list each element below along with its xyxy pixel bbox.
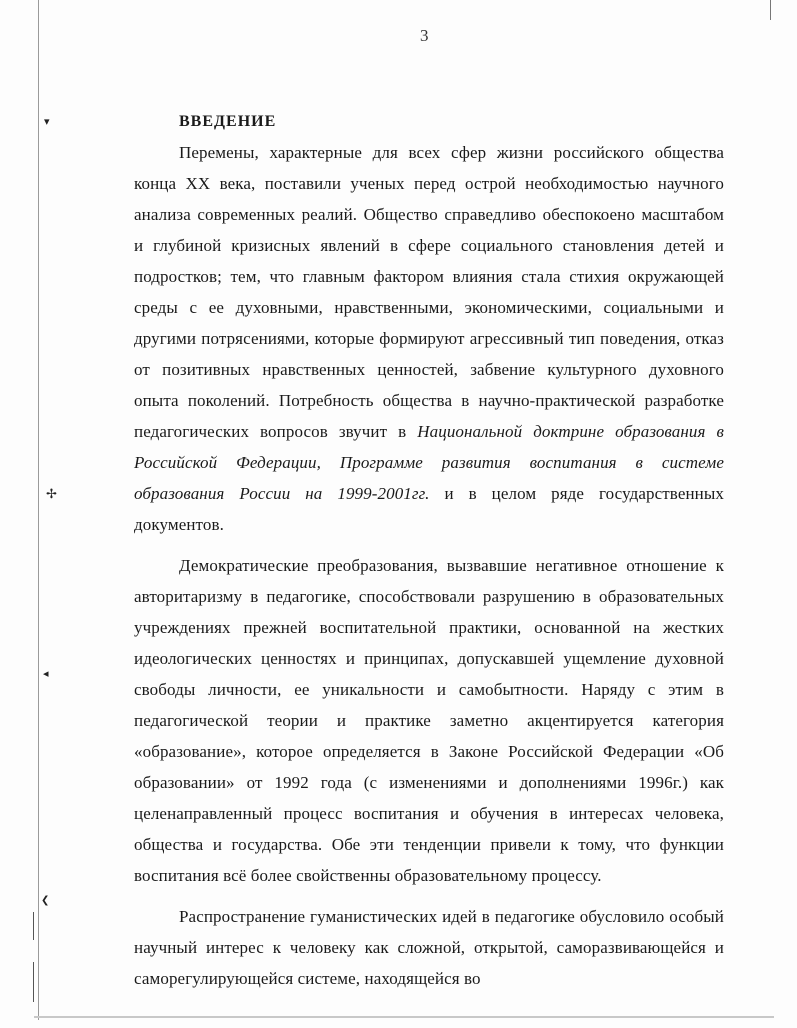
left-margin-rule: [38, 0, 39, 1020]
section-heading: ВВЕДЕНИЕ: [179, 113, 277, 130]
margin-tick: [33, 962, 34, 1002]
top-edge-mark: [770, 0, 771, 20]
paragraph-1: [134, 137, 724, 540]
bottom-edge-rule: [34, 1016, 774, 1018]
paragraph-text: Перемены, характерные для всех сфер жизни российского общества конца XX века, поставили ученых перед острой необходимостью научного анализа современных реалий. Общество справедливо обеспокоено масштабом и глубиной кризисных явлений в сфере социального становления детей и подростков; тем, что главным фактором влияния стала стихия окружающей среды с ее духовными, нравственными, экономическими, социальными и другими потрясениями, которые формируют агрессивный тип поведения, отказ от позитивных нравственных ценностей, забвение культурного духовного опыта поколений. Потребность общества в научно-практической разработке педагогических вопросов звучит в: [134, 143, 724, 441]
margin-mark-icon: ❮: [41, 895, 50, 906]
margin-mark-icon: ▾: [44, 115, 50, 128]
paragraph-2: Демократические преобразования, вызвавшие негативное отношение к авторитаризму в педагогике, способствовали разрушению в образовательных учреждениях прежней воспитательной практики, основанной на жестких идеологических ценностях и принципах, допускавшей ущемление духовной свободы личности, ее уникальности и самобытности. Наряду с этим в педагогической теории и практике заметно акцентируется категория «образование», которое определяется в Законе Российской Федерации «Об образовании» от 1992 года (с изменениями и дополнениями 1996г.) как целенаправленный процесс воспитания и обучения в интересах человека, общества и государства. Обе эти тенденции привели к тому, что функции воспитания всё более свойственны образовательному процессу.: [134, 556, 724, 885]
margin-mark-icon: ✢: [46, 487, 57, 502]
document-body: [134, 106, 724, 994]
margin-mark-icon: ◂: [43, 667, 49, 680]
margin-tick: [33, 912, 34, 940]
paragraph-text: и в целом ряде государственных документов.: [134, 484, 724, 534]
paragraph-3: Распространение гуманистических идей в педагогике обусловило особый научный интерес к человеку как сложной, открытой, саморазвивающейся и саморегулирующейся системе, находящейся во: [134, 907, 724, 988]
italic-reference: Национальной доктрине образования в Российской Федерации, Программе развития воспитания в системе образования России на 1999-2001гг.: [134, 422, 724, 503]
page-number: 3: [420, 26, 429, 45]
